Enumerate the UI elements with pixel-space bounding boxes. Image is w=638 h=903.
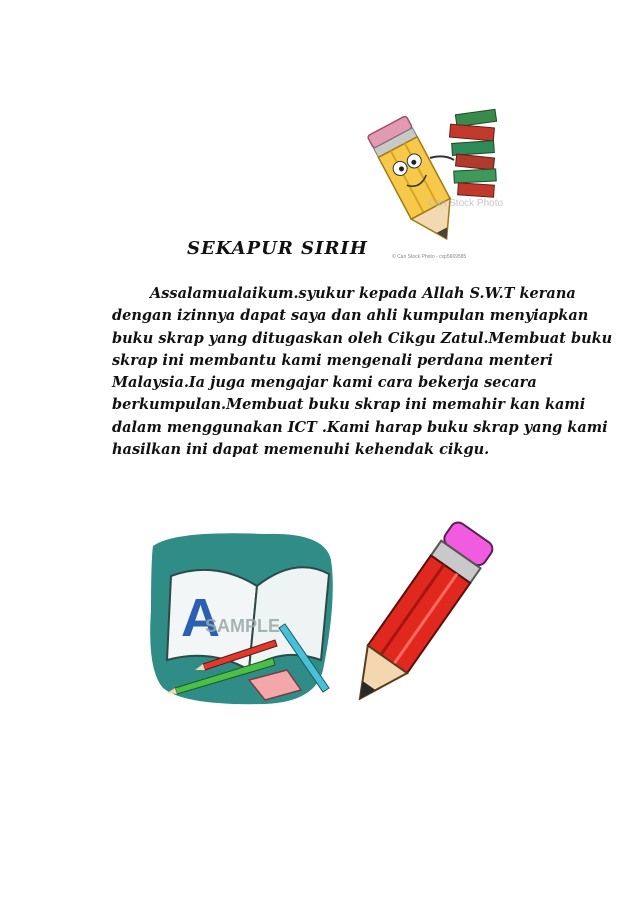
paragraph-line: buku skrap yang ditugaskan oleh Cikgu Zatul.Membuat buku	[112, 329, 613, 347]
books-stack-icon	[449, 109, 496, 197]
pencil-with-books-icon	[352, 98, 504, 260]
top-clipart-credit: © Can Stock Photo - csp5669585	[392, 254, 467, 260]
red-pencil-icon	[340, 519, 495, 712]
paragraph-line: skrap ini membantu kami mengenali perdana menteri	[112, 351, 553, 369]
paragraph-line: dengan izinnya dapat saya dan ahli kumpulan menyiapkan	[112, 307, 589, 325]
body-paragraph	[112, 283, 613, 461]
book-letter: A	[181, 588, 220, 648]
top-clipart-watermark: Can Stock Photo	[428, 198, 504, 209]
paragraph-line: berkumpulan.Membuat buku skrap ini memahir kan kami	[112, 396, 586, 414]
book-and-pencil-icon	[145, 520, 500, 712]
page-title: SEKAPUR SIRIH	[187, 238, 368, 259]
paragraph-line: dalam menggunakan ICT .Kami harap buku skrap yang kami	[112, 418, 608, 436]
bottom-clipart-watermark: SAMPLE	[205, 616, 281, 636]
paragraph-line: hasilkan ini dapat memenuhi kehendak cikgu.	[112, 441, 490, 459]
paragraph-line: Malaysia.Ia juga mengajar kami cara bekerja secara	[112, 374, 537, 392]
paragraph-line: Assalamualaikum.syukur kepada Allah S.W.T kerana	[150, 285, 576, 302]
